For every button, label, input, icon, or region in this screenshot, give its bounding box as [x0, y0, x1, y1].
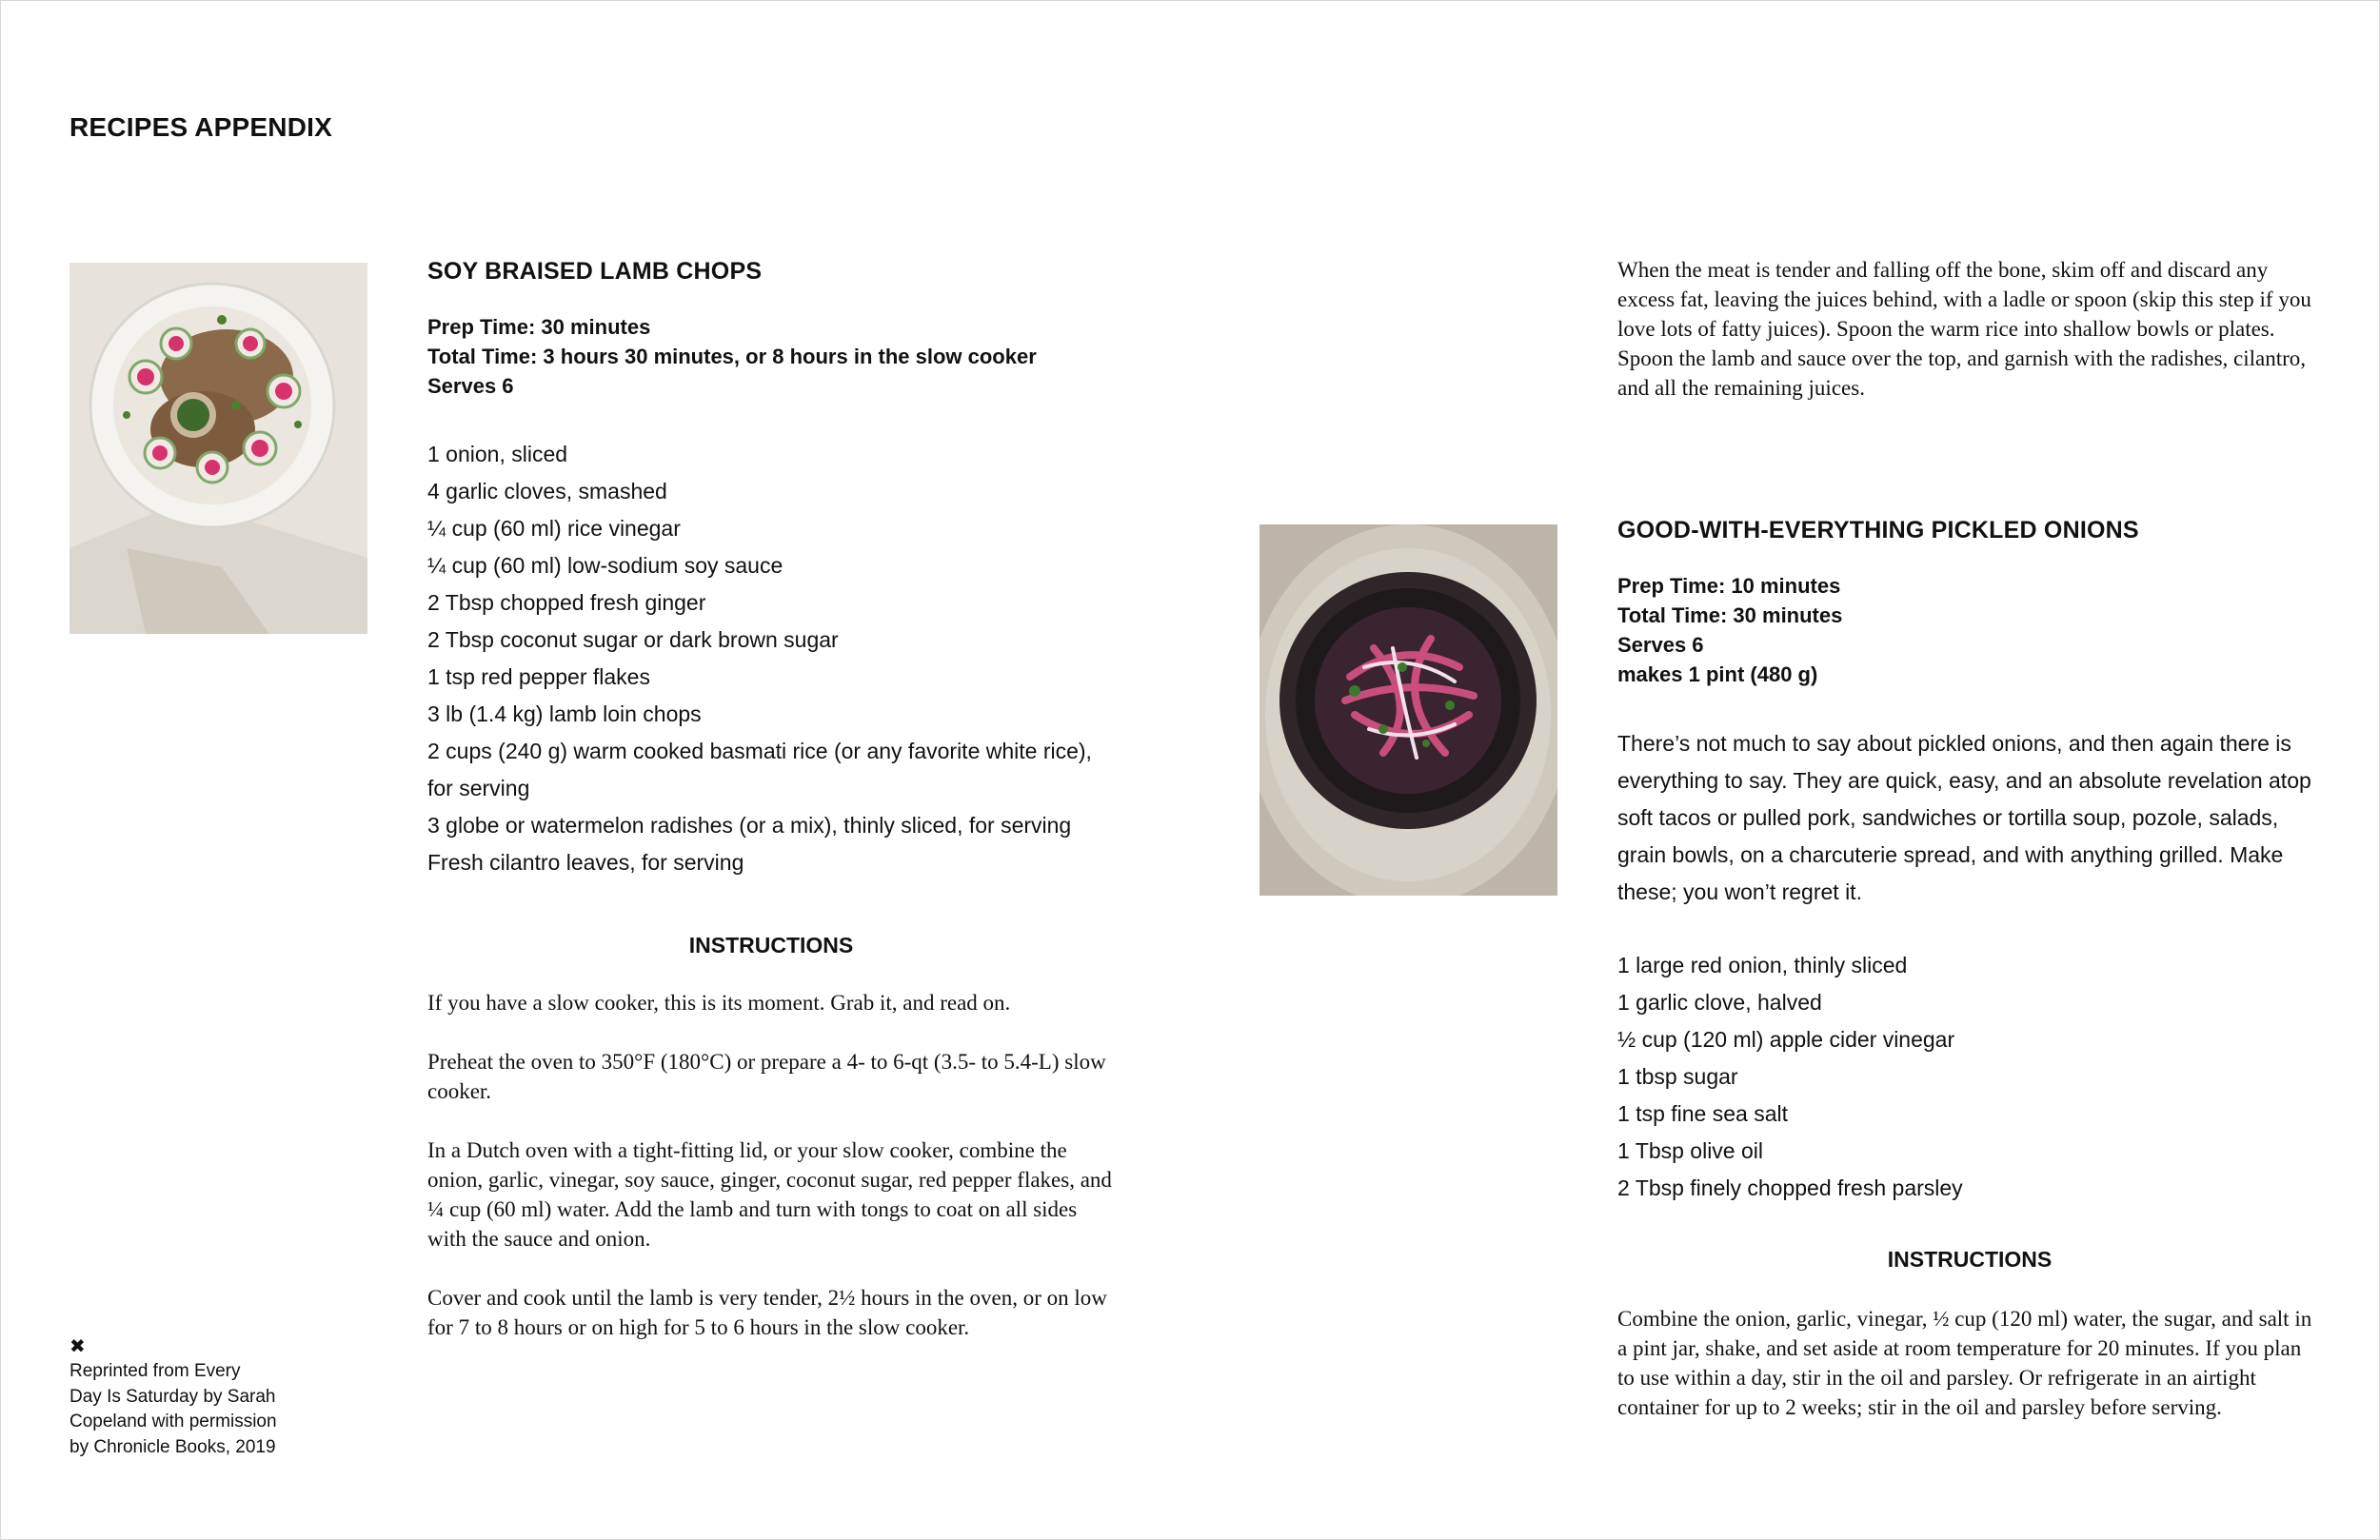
instructions-body [427, 988, 1115, 1342]
ingredient-item: 1 onion, sliced [427, 442, 568, 466]
instruction-step: If you have a slow cooker, this is its moment. Grab it, and read on. [427, 991, 1011, 1015]
total-time: Total Time: 30 minutes [1617, 603, 1843, 627]
total-time: Total Time: 3 hours 30 minutes, or 8 hours in the slow cooker [427, 345, 1037, 368]
ingredient-item: ¼ cup (60 ml) rice vinegar [427, 516, 681, 541]
pickled-onions-photo [1259, 524, 1557, 896]
prep-time: Prep Time: 10 minutes [1617, 574, 1841, 598]
ingredient-item: 3 lb (1.4 kg) lamb loin chops [427, 701, 702, 726]
ingredient-item: 2 cups (240 g) warm cooked basmati rice (or any favorite white rice), for serving [427, 739, 1092, 800]
credit-line: Day Is Saturday by Sarah [69, 1386, 276, 1407]
pickled-onions-recipe [1617, 514, 2322, 1451]
ingredient-item: 1 tsp fine sea salt [1617, 1101, 1788, 1126]
lamb-continuation [1617, 255, 2322, 403]
recipe-title: GOOD-WITH-EVERYTHING PICKLED ONIONS [1617, 517, 2139, 543]
instruction-step: When the meat is tender and falling off the bone, skim off and discard any excess fat, leaving the juices behind, with a ladle or spoon (skip this step if you love lots of fatty juices). Spoon the warm rice into shallow bowls or plates. Spoon the lamb and sauce over the top, and garnish with the radishes, cilantro, and all the remaining juices. [1617, 258, 2311, 400]
recipe-intro: There’s not much to say about pickled onions, and then again there is everything to say. They are quick, easy, and an absolute revelation atop soft tacos or pulled pork, sandwiches or tortilla soup, pozole, salads, grain bowls, on a charcuterie spread, and with anything grilled. Make these; you won’t regret it. [1617, 731, 2311, 904]
ingredient-item: 1 Tbsp olive oil [1617, 1138, 1763, 1163]
ingredient-item: 3 globe or watermelon radishes (or a mix), thinly sliced, for serving [427, 813, 1072, 838]
ingredient-list [1617, 947, 2322, 1207]
instructions-heading: INSTRUCTIONS [688, 933, 854, 958]
credit-line: Copeland with permission [69, 1412, 277, 1431]
ingredient-item: 1 garlic clove, halved [1617, 990, 1822, 1015]
ingredient-item: 2 Tbsp finely chopped fresh parsley [1617, 1175, 1963, 1200]
credit-line: by Chronicle Books, 2019 [69, 1436, 276, 1457]
recipe-title: SOY BRAISED LAMB CHOPS [427, 258, 763, 285]
instruction-step: In a Dutch oven with a tight-fitting lid, or your slow cooker, combine the onion, garlic, vinegar, soy sauce, ginger, coconut sugar, red pepper flakes, and ¼ cup (60 ml) water. Add the lamb and turn with tongs to coat on all sides with the sauce and onion. [427, 1138, 1112, 1251]
ingredient-item: 2 Tbsp coconut sugar or dark brown sugar [427, 627, 839, 652]
ingredient-item: 1 tsp red pepper flakes [427, 664, 650, 689]
ingredient-item: 1 large red onion, thinly sliced [1617, 953, 1908, 977]
instructions-heading: INSTRUCTIONS [1887, 1247, 2053, 1272]
ingredient-item: 4 garlic cloves, smashed [427, 479, 667, 503]
ingredient-item: 1 tbsp sugar [1617, 1064, 1738, 1089]
recipe-meta [427, 312, 1115, 401]
instructions-body [1617, 1304, 2322, 1422]
yield: makes 1 pint (480 g) [1617, 662, 1818, 686]
instruction-step: Preheat the oven to 350°F (180°C) or prepare a 4- to 6-qt (3.5- to 5.4-L) slow cooker. [427, 1050, 1106, 1103]
ingredient-item: 2 Tbsp chopped fresh ginger [427, 590, 706, 615]
lamb-chops-photo [69, 263, 367, 634]
reprint-credit [69, 1336, 317, 1460]
servings: Serves 6 [427, 374, 514, 398]
servings: Serves 6 [1617, 633, 1704, 657]
right-column [1617, 255, 2322, 1419]
recipe-meta [1617, 571, 2322, 689]
instruction-step: Cover and cook until the lamb is very tender, 2½ hours in the oven, or on low for 7 to 8 hours or on high for 5 to 6 hours in the slow cooker. [427, 1286, 1107, 1339]
close-x-icon: ✖ [69, 1336, 86, 1357]
credit-line: Reprinted from Every [69, 1361, 241, 1381]
ingredient-item: Fresh cilantro leaves, for serving [427, 850, 744, 875]
instruction-step: Combine the onion, garlic, vinegar, ½ cup (120 ml) water, the sugar, and salt in a pint jar, shake, and set aside at room temperature for 20 minutes. If you plan to use within a day, stir in the oil and parsley. Or refrigerate in an airtight container for up to 2 weeks; stir in the oil and parsley before serving. [1617, 1307, 2312, 1419]
ingredient-item: ¼ cup (60 ml) low-sodium soy sauce [427, 553, 783, 578]
page-title: RECIPES APPENDIX [69, 112, 333, 142]
ingredient-list [427, 436, 1115, 881]
prep-time: Prep Time: 30 minutes [427, 315, 651, 339]
lamb-recipe [427, 255, 1115, 1372]
ingredient-item: ½ cup (120 ml) apple cider vinegar [1617, 1027, 1955, 1052]
